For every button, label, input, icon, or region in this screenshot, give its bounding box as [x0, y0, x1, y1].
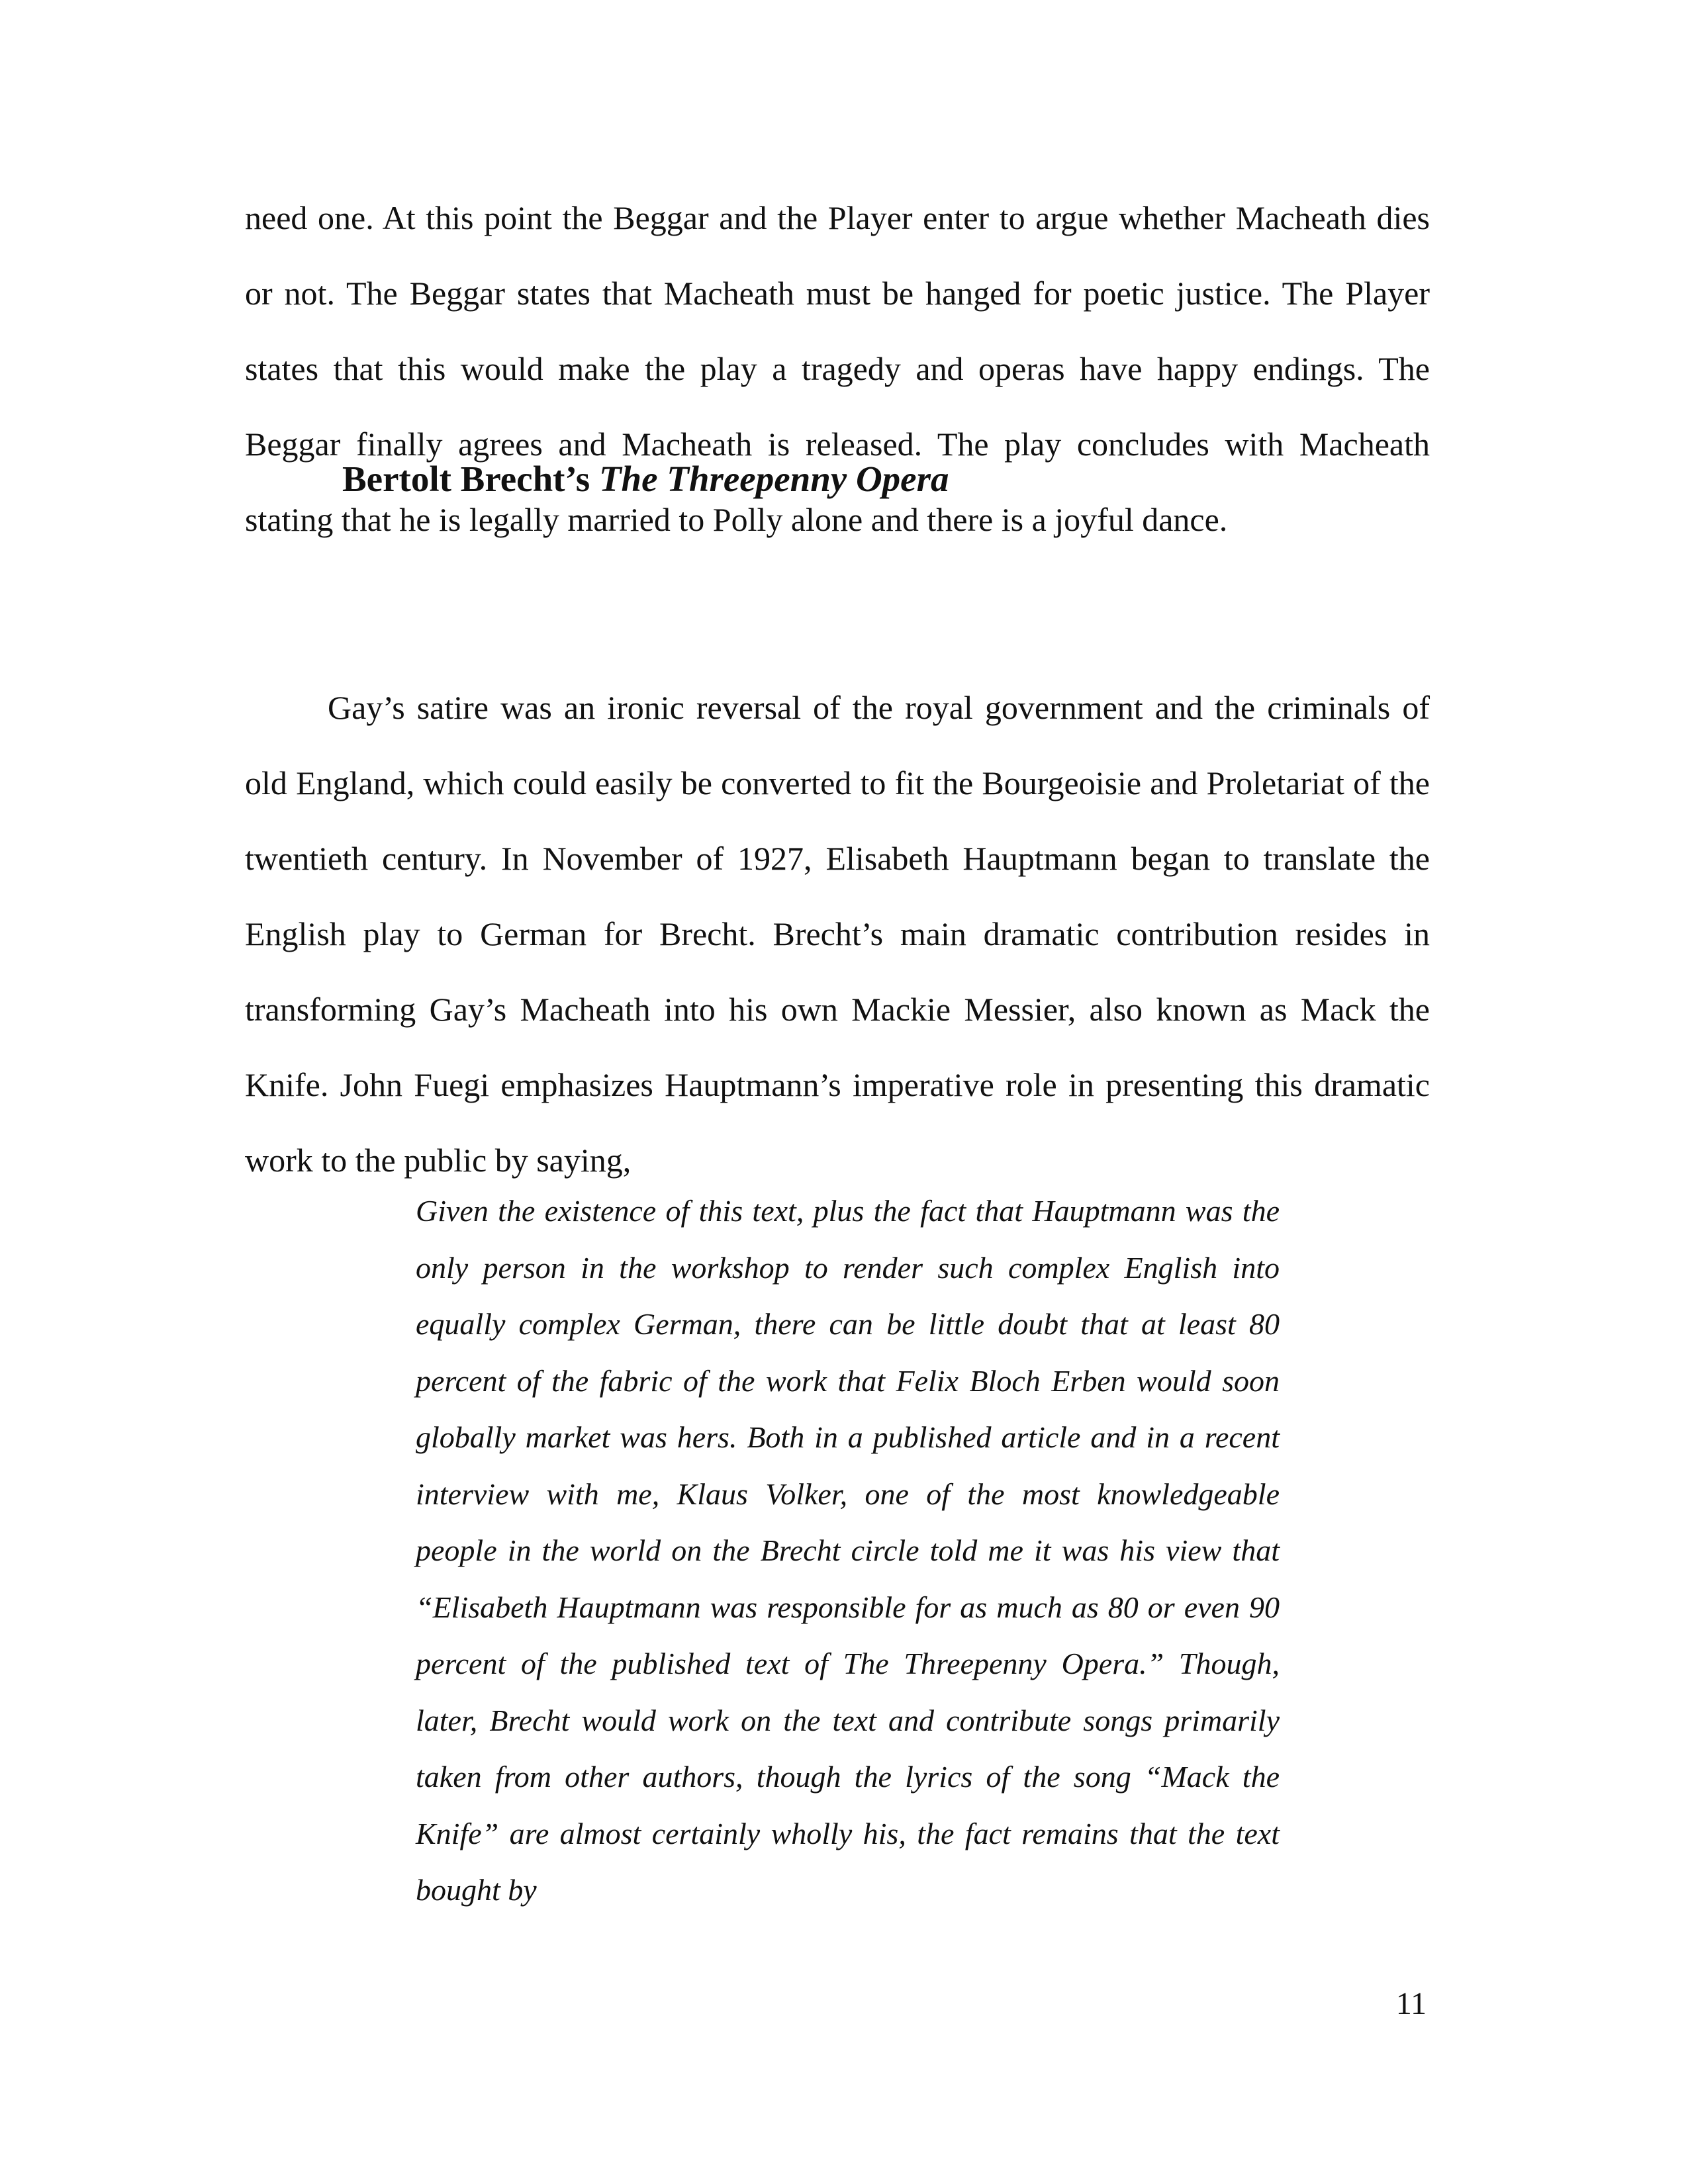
page-number: 11 [1395, 1986, 1427, 2021]
body-paragraph-continued: need one. At this point the Beggar and the Player enter to argue whether Macheath dies or not. The Beggar states that Macheath must be hanged for poetic justice. The Player states that this would make the play a tragedy and operas have happy endings. The Beggar finally agrees and Macheath is released. The play concludes with Macheath stating that he is legally married to Polly alone and there is a joyful dance. [245, 199, 1430, 538]
section-heading-prefix: Bertolt Brecht’s [342, 459, 599, 499]
body-paragraph: Gay’s satire was an ironic reversal of the royal government and the criminals of old England, which could easily be converted to fit the Bourgeoisie and Proletariat of the twentieth century. In November of 1927, Elisabeth Hauptmann began to translate the English play to German for Brecht. Brecht’s main dramatic contribution resides in transforming Gay’s Macheath into his own Mackie Messier, also known as Mack the Knife. John Fuegi emphasizes Hauptmann’s imperative role in presenting this dramatic work to the public by saying, [245, 689, 1430, 1179]
section-heading [342, 458, 949, 500]
section-heading-title: The Threepenny Opera [598, 459, 949, 499]
block-quote: Given the existence of this text, plus the fact that Hauptmann was the only person in the workshop to render such complex English into equally complex German, there can be little doubt that at least 80 percent of the fabric of the work that Felix Bloch Erben would soon globally market was hers. Both in a published article and in a recent interview with me, Klaus Volker, one of the most knowledgeable people in the world on the Brecht circle told me it was his view that “Elisabeth Hauptmann was responsible for as much as 80 or even 90 percent of the published text of The Threepenny Opera.” Though, later, Brecht would work on the text and contribute songs primarily taken from other authors, though the lyrics of the song “Mack the Knife” are almost certainly wholly his, the fact remains that the text bought by [416, 1194, 1280, 1907]
